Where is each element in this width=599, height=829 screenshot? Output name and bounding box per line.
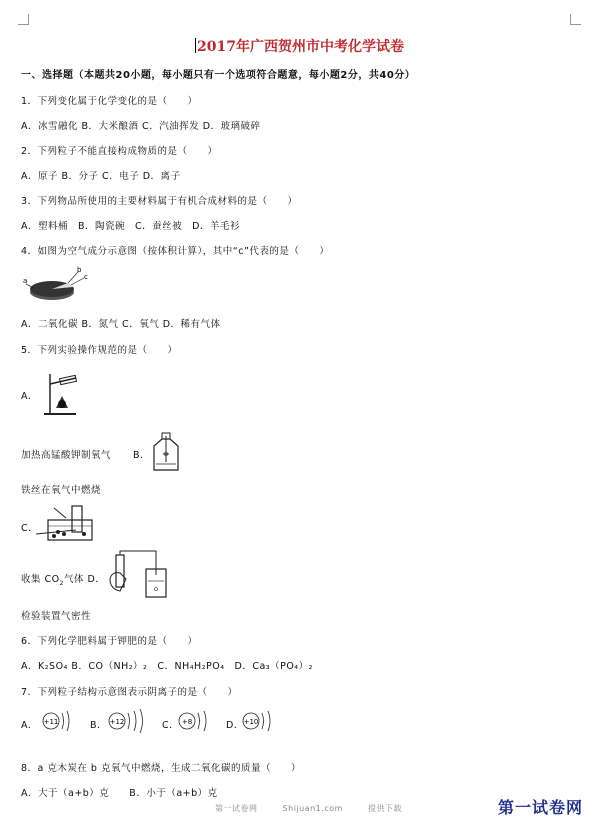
air-composition-figure bbox=[22, 266, 92, 306]
atom-diagram-c bbox=[176, 708, 212, 734]
option-b-caption: 铁丝在氧气中燃烧 bbox=[21, 485, 102, 496]
svg-text:+8: +8 bbox=[181, 718, 193, 726]
gas-collection-figure bbox=[36, 504, 96, 544]
q7-option-a-label: A． bbox=[21, 720, 38, 731]
question-7-stem: 7．下列粒子结构示意图表示阴离子的是（ ） bbox=[21, 687, 238, 698]
question-5-stem: 5．下列实验操作规范的是（ ） bbox=[21, 345, 178, 356]
gas-bottle-figure bbox=[150, 432, 182, 472]
footer-site-url[interactable]: Shijuan1.com bbox=[282, 804, 343, 813]
atom-diagram-d bbox=[240, 708, 276, 734]
airtightness-check-figure bbox=[106, 549, 170, 601]
option-c-label: C． bbox=[21, 523, 39, 534]
question-2-options: A．原子 B．分子 C．电子 D．离子 bbox=[21, 171, 181, 182]
page-title: 2017年广西贺州市中考化学试卷 bbox=[197, 39, 404, 55]
footer-site-name: 第一试卷网 bbox=[215, 804, 258, 813]
question-3-options: A．塑料桶 B．陶瓷碗 C．蚕丝被 D．羊毛衫 bbox=[21, 221, 240, 232]
q7-option-c-label: C． bbox=[162, 720, 180, 731]
option-a-caption: 加热高锰酸钾制氧气 bbox=[21, 450, 112, 461]
figure-label-b: b bbox=[77, 266, 82, 274]
question-6-options: A．K₂SO₄ B．CO（NH₂）₂ C．NH₄H₂PO₄ D．Ca₃（PO₄）₂ bbox=[21, 661, 313, 672]
q7-option-b-label: B． bbox=[90, 720, 108, 731]
question-1-options: A．冰雪融化 B．大米酿酒 C．汽油挥发 D．玻璃破碎 bbox=[21, 121, 261, 132]
figure-label-c: c bbox=[84, 273, 88, 281]
question-2-stem: 2．下列粒子不能直接构成物质的是（ ） bbox=[21, 146, 218, 157]
footer-text bbox=[215, 803, 424, 814]
option-d-caption: 检验装置气密性 bbox=[21, 611, 92, 622]
option-b-label: B． bbox=[133, 450, 151, 461]
question-4-options: A．二氧化碳 B．氮气 C．氧气 D．稀有气体 bbox=[21, 319, 221, 330]
question-8-options: A．大于（a+b）克 B．小于（a+b）克 bbox=[21, 788, 218, 799]
section-heading: 一、选择题（本题共20小题，每小题只有一个选项符合题意，每小题2分，共40分） bbox=[21, 70, 416, 81]
option-a-label: A． bbox=[21, 391, 38, 402]
question-3-stem: 3．下列物品所使用的主要材料属于有机合成材料的是（ ） bbox=[21, 196, 298, 207]
text-cursor bbox=[195, 38, 196, 53]
site-logo: 第一试卷网 bbox=[497, 798, 583, 817]
margin-corner-mark bbox=[18, 14, 29, 25]
atom-diagram-a bbox=[40, 708, 74, 734]
margin-corner-mark bbox=[570, 14, 581, 25]
svg-text:+12: +12 bbox=[109, 718, 125, 726]
option-c-caption: 收集 $CO_2$气体 D． bbox=[21, 574, 106, 587]
question-4-stem: 4．如图为空气成分示意图（按体积计算），其中“c”代表的是（ ） bbox=[21, 246, 330, 257]
q7-option-d-label: D． bbox=[226, 720, 244, 731]
atom-diagram-b bbox=[106, 708, 152, 734]
question-8-stem: 8．a 克木炭在 b 克氧气中燃烧，生成二氧化碳的质量（ ） bbox=[21, 763, 301, 774]
footer-download-note: 提供下载 bbox=[367, 804, 402, 813]
svg-text:+11: +11 bbox=[43, 718, 59, 726]
question-6-stem: 6．下列化学肥料属于钾肥的是（ ） bbox=[21, 636, 198, 647]
svg-text:+10: +10 bbox=[243, 718, 259, 726]
figure-label-a: a bbox=[23, 277, 28, 285]
question-1-stem: 1．下列变化属于化学变化的是（ ） bbox=[21, 96, 198, 107]
heating-apparatus-figure bbox=[40, 368, 82, 418]
